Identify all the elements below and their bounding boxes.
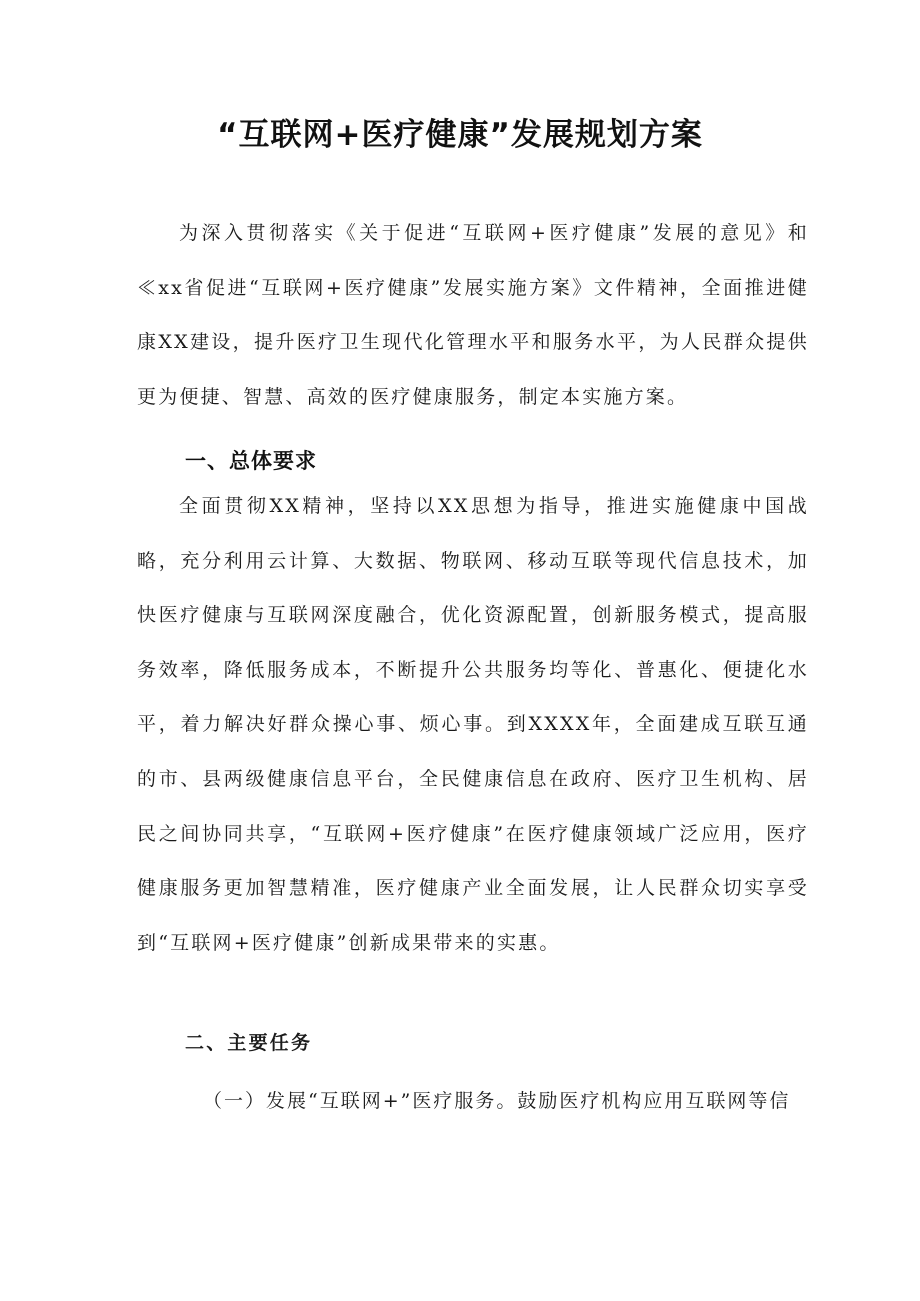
intro-paragraph: 为深入贯彻落实《关于促进“互联网+医疗健康”发展的意见》和≪xx省促进“互联网+医疗健康”发展实施方案》文件精神，全面推进健康XX建设，提升医疗卫生现代化管理水平和服务水平，为人民群众提供更为便捷、智慧、高效的医疗健康服务，制定本实施方案。 — [137, 222, 809, 408]
section-heading-main-tasks: 二、主要任务 — [185, 1031, 313, 1054]
document-title: “互联网+医疗健康”发展规划方案 — [217, 116, 703, 153]
subsection-internet-medical-services: （一）发展“互联网+”医疗服务。鼓励医疗机构应用互联网等信 — [203, 1090, 791, 1112]
general-requirements-paragraph: 全面贯彻XX精神，坚持以XX思想为指导，推进实施健康中国战略，充分利用云计算、大数据、物联网、移动互联等现代信息技术，加快医疗健康与互联网深度融合，优化资源配置，创新服务模式，提高服务效率，降低服务成本，不断提升公共服务均等化、普惠化、便捷化水平，着力解决好群众操心事、烦心事。到XXXX年，全面建成互联互通的市、县两级健康信息平台，全民健康信息在政府、医疗卫生机构、居民之间协同共享，“互联网+医疗健康”在医疗健康领域广泛应用，医疗健康服务更加智慧精准，医疗健康产业全面发展，让人民群众切实享受到“互联网+医疗健康”创新成果带来的实惠。 — [137, 495, 809, 954]
section-heading-general-requirements: 一、总体要求 — [185, 449, 317, 474]
